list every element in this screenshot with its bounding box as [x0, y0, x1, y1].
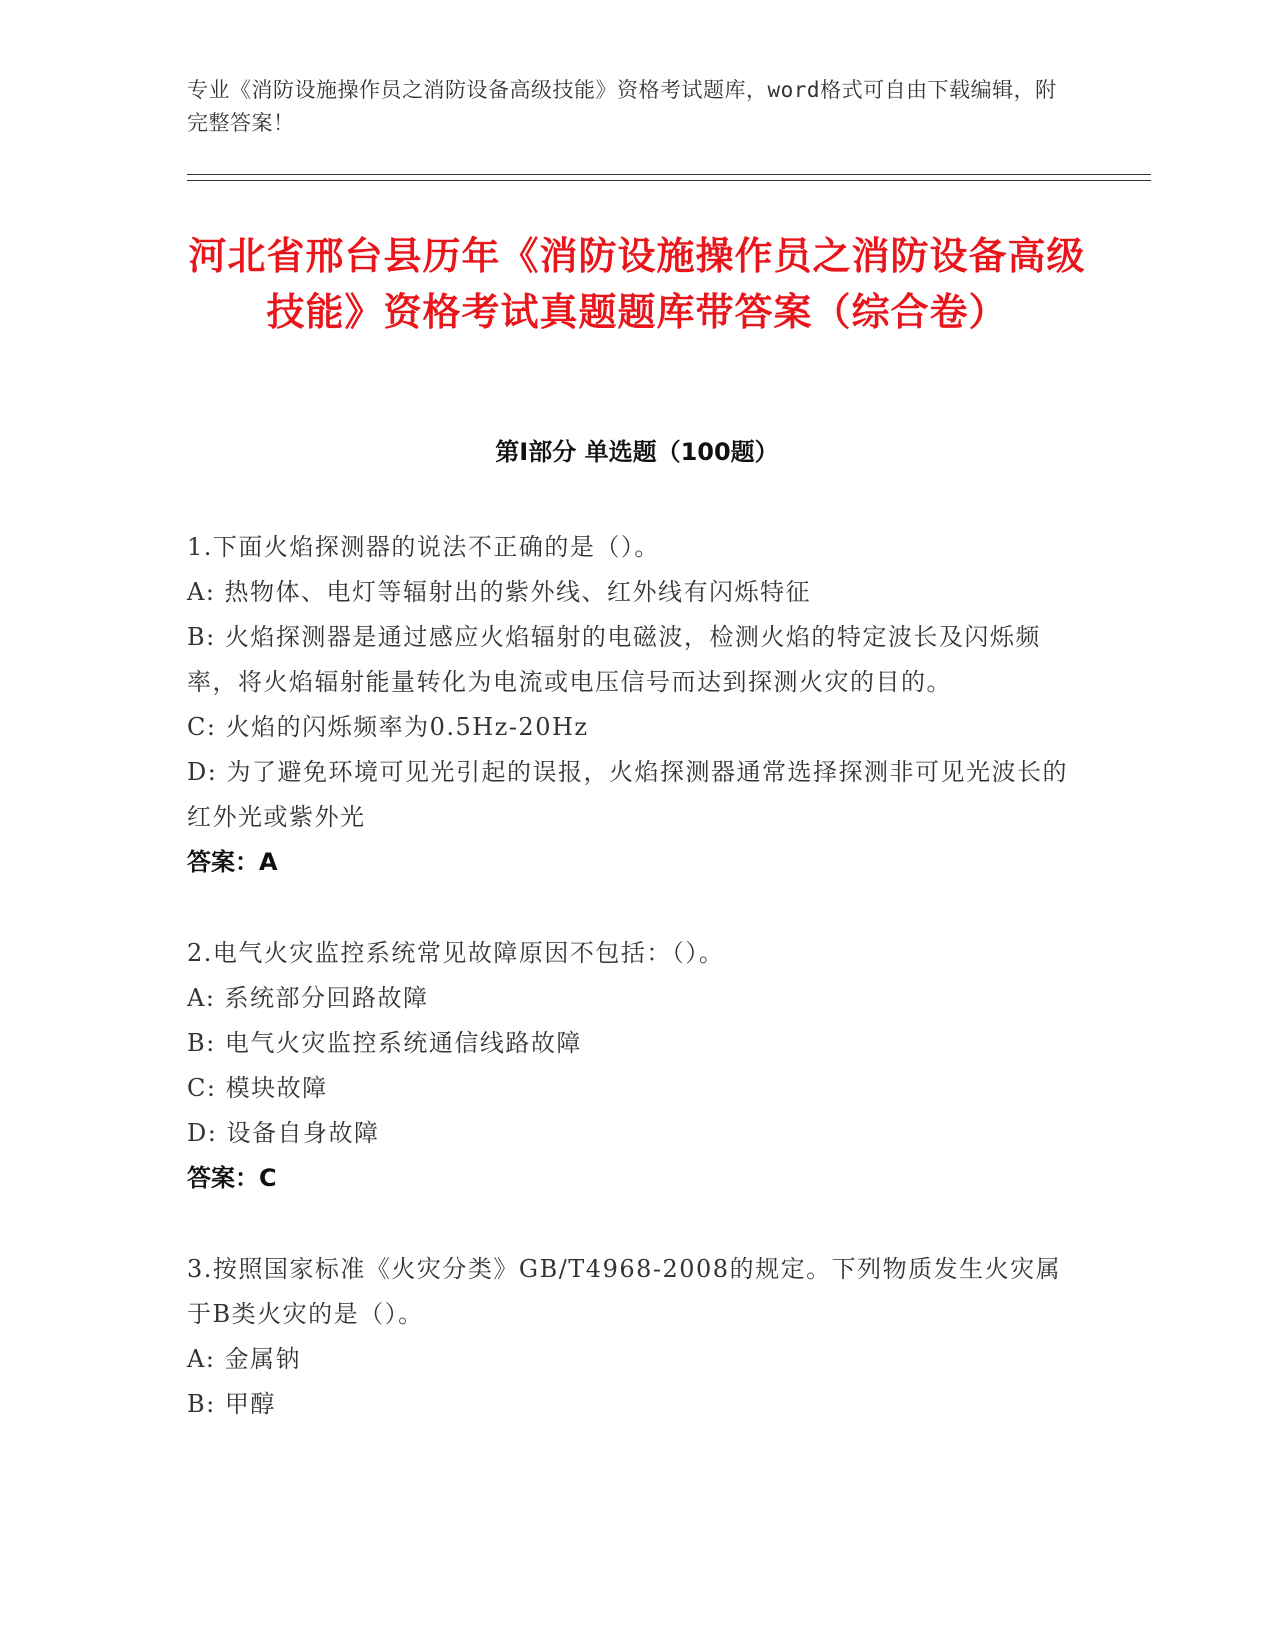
question-2	[187, 931, 1077, 1201]
answer-line: 答案：A	[187, 848, 278, 876]
question-stem: 2.电气火灾监控系统常见故障原因不包括：（）。	[187, 939, 725, 967]
option-d: D: 为了避免环境可见光引起的误报，火焰探测器通常选择探测非可见光波长的红外光或紫外光	[187, 758, 1068, 831]
option-a: A: 热物体、电灯等辐射出的紫外线、红外线有闪烁特征	[187, 578, 812, 606]
answer-line: 答案：C	[187, 1164, 277, 1192]
option-b: B: 火焰探测器是通过感应火焰辐射的电磁波，检测火焰的特定波长及闪烁频率，将火焰辐射能量转化为电流或电压信号而达到探测火灾的目的。	[187, 623, 1041, 696]
question-stem: 1.下面火焰探测器的说法不正确的是（）。	[187, 533, 660, 561]
question-list	[187, 525, 1077, 1473]
option-d: D: 设备自身故障	[187, 1119, 380, 1147]
header-rule-top	[187, 174, 1151, 175]
option-b: B: 甲醇	[187, 1390, 276, 1418]
question-stem: 3.按照国家标准《火灾分类》GB/T4968-2008的规定。下列物质发生火灾属于B类火灾的是（）。	[187, 1255, 1062, 1328]
option-a: A: 系统部分回路故障	[187, 984, 429, 1012]
option-a: A: 金属钠	[187, 1345, 302, 1373]
header-note: 专业《消防设施操作员之消防设备高级技能》资格考试题库，word格式可自由下载编辑，附完整答案！	[187, 78, 1057, 135]
question-3	[187, 1247, 1077, 1427]
question-1	[187, 525, 1077, 885]
option-b: B: 电气火灾监控系统通信线路故障	[187, 1029, 582, 1057]
section-title: 第Ⅰ部分 单选题（100题）	[495, 438, 779, 466]
option-c: C: 火焰的闪烁频率为0.5Hz-20Hz	[187, 713, 589, 741]
option-c: C: 模块故障	[187, 1074, 328, 1102]
header-rule-bottom	[187, 180, 1151, 181]
document-title: 河北省邢台县历年《消防设施操作员之消防设备高级技能》资格考试真题题库带答案（综合卷）	[188, 234, 1086, 334]
